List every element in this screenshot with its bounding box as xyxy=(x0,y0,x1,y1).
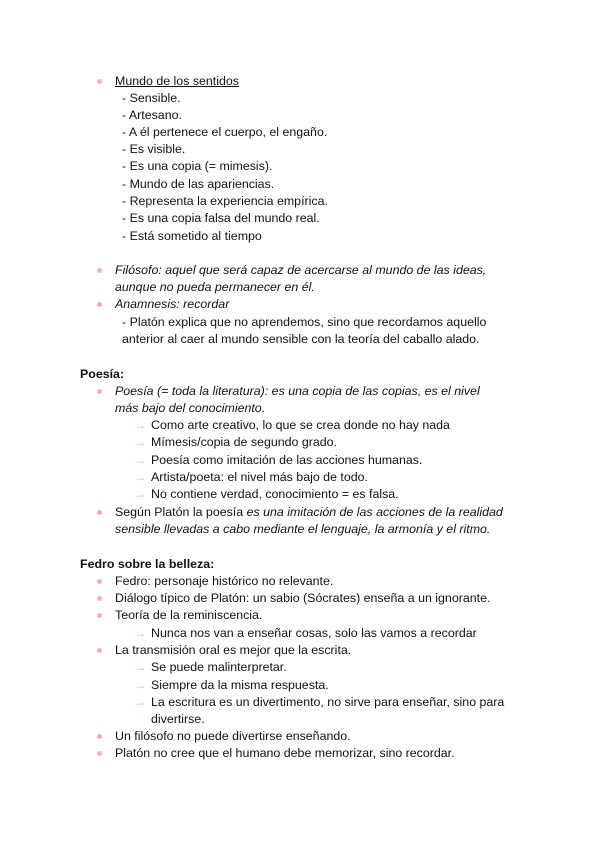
arrow-icon: → xyxy=(134,695,146,709)
arrow-item: Siempre da la misma respuesta. xyxy=(151,678,329,692)
arrow-icon: → xyxy=(134,453,146,467)
bullet-icon xyxy=(97,596,102,601)
bullet-icon xyxy=(97,79,102,84)
poesia-platon-italic: es una imitación de las acciones de la realidad xyxy=(246,505,503,519)
list-item: - Representa la experiencia empírica. xyxy=(122,194,328,208)
bullet-icon xyxy=(97,613,102,618)
arrow-icon: → xyxy=(134,487,146,501)
anamnesis-label: Anamnesis: recordar xyxy=(115,297,230,311)
arrow-item: Artista/poeta: el nivel más bajo de todo. xyxy=(151,470,368,484)
arrow-icon: → xyxy=(134,660,146,674)
arrow-icon: → xyxy=(134,435,146,449)
bullet-icon xyxy=(97,510,102,515)
poesia-platon-line1 xyxy=(115,504,503,521)
arrow-icon: → xyxy=(134,678,146,692)
fedro-item: Teoría de la reminiscencia. xyxy=(115,608,263,622)
list-item: - Es visible. xyxy=(122,142,186,156)
filosofo-line1: Filósofo: aquel que será capaz de acercarse al mundo de las ideas, xyxy=(115,263,487,277)
arrow-item: Poesía como imitación de las acciones humanas. xyxy=(151,453,423,467)
heading-poesia: Poesía: xyxy=(80,367,125,381)
fedro-item: Un filósofo no puede divertirse enseñando. xyxy=(115,729,351,743)
fedro-item: Platón no cree que el humano debe memorizar, sino recordar. xyxy=(115,746,455,760)
list-item: - Es una copia falsa del mundo real. xyxy=(122,211,320,225)
poesia-line2: más bajo del conocimiento. xyxy=(115,401,266,415)
arrow-item: Mímesis/copia de segundo grado. xyxy=(151,435,337,449)
bullet-icon xyxy=(97,268,102,273)
fedro-item: La transmisión oral es mejor que la escrita. xyxy=(115,643,352,657)
list-item: - Artesano. xyxy=(122,108,182,122)
arrow-icon: → xyxy=(134,470,146,484)
anamnesis-line1: - Platón explica que no aprendemos, sino que recordamos aquello xyxy=(122,315,487,329)
list-item: - Mundo de las apariencias. xyxy=(122,177,275,191)
poesia-platon-line2: sensible llevadas a cabo mediante el lenguaje, la armonía y el ritmo. xyxy=(115,522,491,536)
arrow-item: No contiene verdad, conocimiento = es falsa. xyxy=(151,487,399,501)
arrow-item: Se puede malinterpretar. xyxy=(151,660,287,674)
arrow-item-continuation: divertirse. xyxy=(151,712,205,726)
list-item: - Es una copia (= mimesis). xyxy=(122,159,273,173)
bullet-icon xyxy=(97,648,102,653)
poesia-platon-prefix: Según Platón la poesía xyxy=(115,505,247,519)
arrow-item: Nunca nos van a enseñar cosas, solo las vamos a recordar xyxy=(151,626,477,640)
list-item: - Sensible. xyxy=(122,91,181,105)
heading-fedro: Fedro sobre la belleza: xyxy=(80,557,215,571)
list-item: - A él pertenece el cuerpo, el engaño. xyxy=(122,125,328,139)
fedro-item: Diálogo típico de Platón: un sabio (Sócrates) enseña a un ignorante. xyxy=(115,591,491,605)
bullet-icon xyxy=(97,579,102,584)
poesia-line1: Poesía (= toda la literatura): es una copia de las copias, es el nivel xyxy=(115,384,480,398)
filosofo-line2: aunque no pueda permanecer en él. xyxy=(115,280,315,294)
anamnesis-line2: anterior al caer al mundo sensible con la teoría del caballo alado. xyxy=(122,332,480,346)
bullet-icon xyxy=(97,302,102,307)
arrow-item: Como arte creativo, lo que se crea donde no hay nada xyxy=(151,418,450,432)
section-title-mundo-sentidos: Mundo de los sentidos xyxy=(115,74,239,88)
bullet-icon xyxy=(97,751,102,756)
fedro-item: Fedro: personaje histórico no relevante. xyxy=(115,574,334,588)
bullet-icon xyxy=(97,734,102,739)
arrow-icon: → xyxy=(134,626,146,640)
bullet-icon xyxy=(97,389,102,394)
arrow-item: La escritura es un divertimento, no sirve para enseñar, sino para xyxy=(151,695,505,709)
list-item: - Está sometido al tiempo xyxy=(122,229,262,243)
arrow-icon: → xyxy=(134,418,146,432)
